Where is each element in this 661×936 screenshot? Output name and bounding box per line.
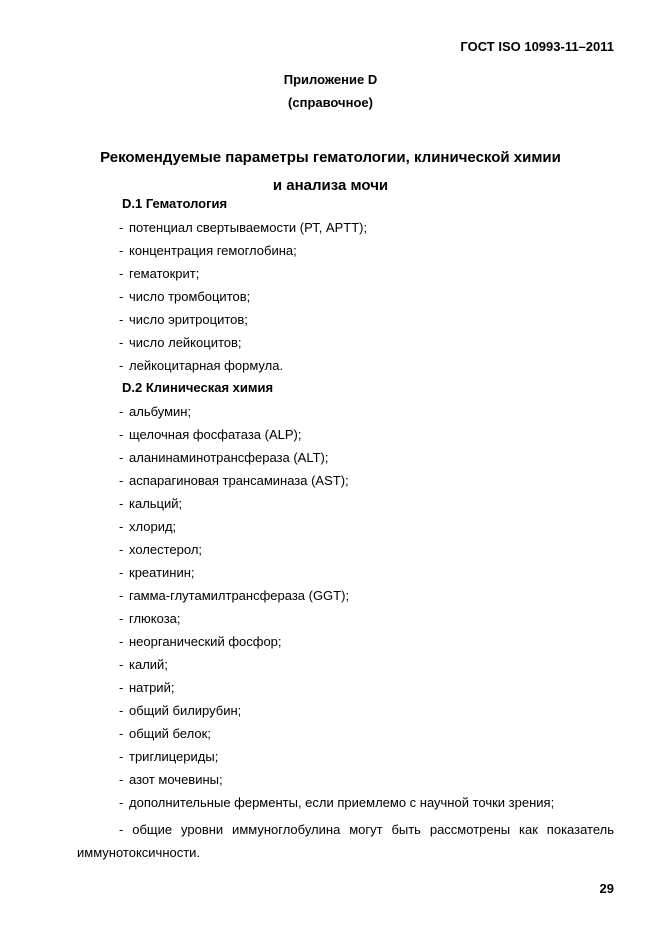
list-dash: - bbox=[119, 450, 124, 465]
list-dash: - bbox=[119, 588, 124, 603]
list-dash: - bbox=[119, 266, 124, 281]
list-item bbox=[119, 403, 554, 426]
hematology-list bbox=[119, 219, 367, 380]
list-item bbox=[119, 518, 554, 541]
list-dash: - bbox=[119, 795, 124, 810]
list-dash: - bbox=[119, 542, 124, 557]
page-title-line-1: Рекомендуемые параметры гематологии, клинической химии bbox=[100, 149, 561, 166]
list-item bbox=[119, 472, 554, 495]
list-dash: - bbox=[119, 473, 124, 488]
list-dash: - bbox=[119, 822, 124, 837]
list-item-text: аспарагиновая трансаминаза (AST); bbox=[129, 473, 349, 488]
list-item bbox=[119, 587, 554, 610]
list-item-text: натрий; bbox=[129, 680, 175, 695]
list-item bbox=[119, 426, 554, 449]
list-dash: - bbox=[119, 427, 124, 442]
list-item-text: гематокрит; bbox=[129, 266, 200, 281]
list-item-text: триглицериды; bbox=[129, 749, 219, 764]
list-dash: - bbox=[119, 519, 124, 534]
list-dash: - bbox=[119, 634, 124, 649]
page-number: 29 bbox=[599, 881, 614, 896]
list-item-text: хлорид; bbox=[129, 519, 177, 534]
list-item-text: общий белок; bbox=[129, 726, 211, 741]
list-item-text: холестерол; bbox=[129, 542, 203, 557]
appendix-title: Приложение D bbox=[283, 72, 378, 87]
section-heading-chemistry: D.2 Клиническая химия bbox=[122, 380, 274, 395]
list-item bbox=[119, 564, 554, 587]
list-dash: - bbox=[119, 749, 124, 764]
list-dash: - bbox=[119, 680, 124, 695]
list-item bbox=[119, 449, 554, 472]
list-item-text: число эритроцитов; bbox=[129, 312, 248, 327]
list-item-text: число тромбоцитов; bbox=[129, 289, 251, 304]
list-dash: - bbox=[119, 657, 124, 672]
list-item-text: кальций; bbox=[129, 496, 183, 511]
list-item-text: общий билирубин; bbox=[129, 703, 242, 718]
list-item bbox=[119, 219, 367, 242]
list-dash: - bbox=[119, 312, 124, 327]
list-item-text: альбумин; bbox=[129, 404, 192, 419]
list-item bbox=[119, 495, 554, 518]
list-item-text: калий; bbox=[129, 657, 168, 672]
list-item-text: дополнительные ферменты, если приемлемо с научной точки зрения; bbox=[129, 795, 555, 810]
list-item-text: потенциал свертываемости (РТ, APTT); bbox=[129, 220, 368, 235]
list-item bbox=[119, 794, 554, 817]
list-item bbox=[119, 725, 554, 748]
list-item bbox=[119, 610, 554, 633]
list-item bbox=[119, 656, 554, 679]
list-dash: - bbox=[119, 404, 124, 419]
list-dash: - bbox=[119, 496, 124, 511]
list-item bbox=[119, 334, 367, 357]
list-item-text: лейкоцитарная формула. bbox=[129, 358, 284, 373]
list-item-text: азот мочевины; bbox=[129, 772, 223, 787]
list-dash: - bbox=[119, 335, 124, 350]
list-dash: - bbox=[119, 220, 124, 235]
list-item bbox=[119, 748, 554, 771]
list-item bbox=[119, 357, 367, 380]
section-heading-hematology: D.1 Гематология bbox=[122, 196, 228, 211]
list-item-immunoglobulin bbox=[77, 818, 614, 864]
list-item-text: число лейкоцитов; bbox=[129, 335, 242, 350]
list-dash: - bbox=[119, 703, 124, 718]
page-title bbox=[0, 144, 661, 200]
list-dash: - bbox=[119, 726, 124, 741]
list-item bbox=[119, 702, 554, 725]
list-item bbox=[119, 265, 367, 288]
list-item-text: неорганический фосфор; bbox=[129, 634, 282, 649]
list-dash: - bbox=[119, 611, 124, 626]
list-item bbox=[119, 679, 554, 702]
list-item bbox=[119, 311, 367, 334]
standard-code: ГОСТ ISO 10993-11–2011 bbox=[460, 39, 614, 54]
list-item-text: креатинин; bbox=[129, 565, 195, 580]
list-dash: - bbox=[119, 243, 124, 258]
list-item-text: аланинаминотрансфераза (ALT); bbox=[129, 450, 329, 465]
list-item bbox=[119, 288, 367, 311]
list-item-text: общие уровни иммуноглобулина могут быть рассмотрены как показатель иммунотоксичности. bbox=[77, 822, 614, 860]
list-item-text: щелочная фосфатаза (ALP); bbox=[129, 427, 302, 442]
list-item bbox=[119, 242, 367, 265]
list-item bbox=[119, 633, 554, 656]
list-item-text: концентрация гемоглобина; bbox=[129, 243, 297, 258]
list-dash: - bbox=[119, 358, 124, 373]
page-title-line-2: и анализа мочи bbox=[272, 177, 389, 194]
chemistry-list bbox=[119, 403, 554, 817]
list-item bbox=[119, 541, 554, 564]
list-dash: - bbox=[119, 565, 124, 580]
list-dash: - bbox=[119, 289, 124, 304]
list-item bbox=[119, 771, 554, 794]
list-item-text: гамма-глутамилтрансфераза (GGT); bbox=[129, 588, 350, 603]
list-dash: - bbox=[119, 772, 124, 787]
appendix-subtitle: (справочное) bbox=[288, 95, 373, 110]
list-item-text: глюкоза; bbox=[129, 611, 181, 626]
